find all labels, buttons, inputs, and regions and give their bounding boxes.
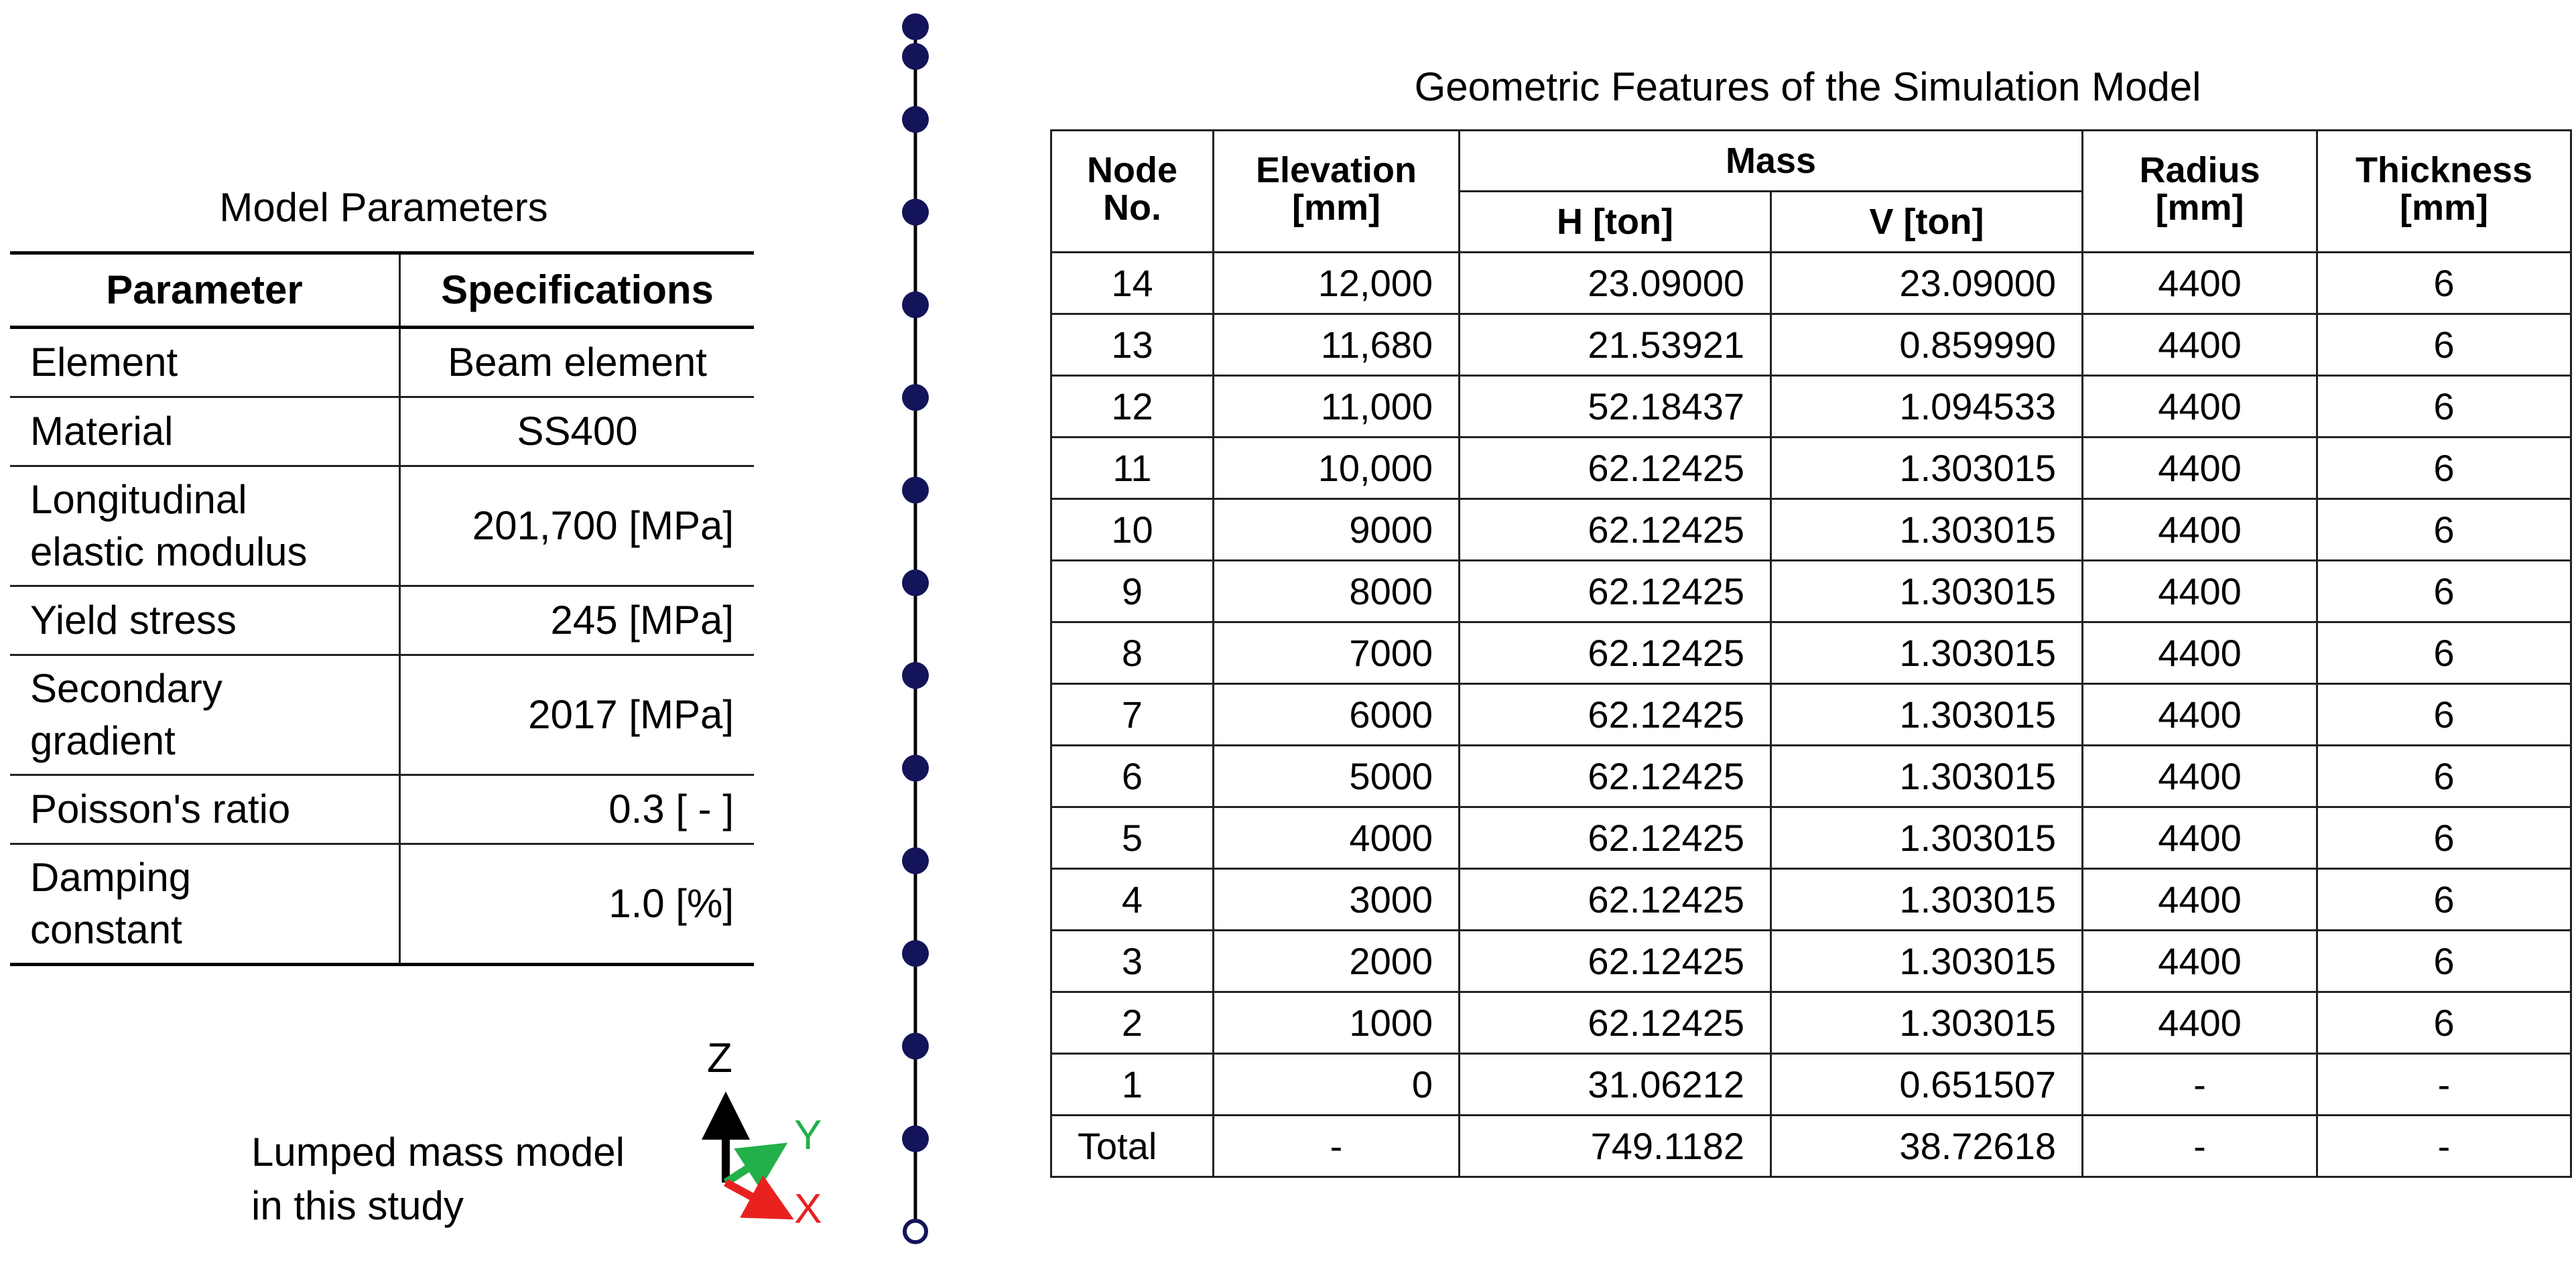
node-no-cell: 14 [1051, 253, 1214, 314]
x-axis-arrow [726, 1183, 773, 1208]
mass-v-header: V [ton] [1771, 192, 2083, 253]
parameter-value: 1.0 [%] [400, 844, 755, 965]
parameter-name-line: gradient [30, 718, 176, 763]
elevation-cell: 10,000 [1214, 438, 1460, 499]
elevation-cell: 8000 [1214, 561, 1460, 622]
mass-node [902, 291, 929, 318]
mass-v-cell: 1.303015 [1771, 869, 2083, 931]
table-row [1051, 499, 2571, 561]
elevation-cell: 11,000 [1214, 376, 1460, 438]
elevation-cell: 4000 [1214, 807, 1460, 869]
radius-cell: 4400 [2083, 622, 2317, 684]
geometric-features-body [1051, 253, 2571, 1177]
node-no-cell: 9 [1051, 561, 1214, 622]
node-no-cell: Total [1051, 1116, 1214, 1177]
thickness-cell: 6 [2317, 253, 2571, 314]
mass-v-cell: 1.303015 [1771, 499, 2083, 561]
mass-node [902, 940, 929, 967]
parameter-row [10, 844, 754, 965]
thickness-cell: 6 [2317, 746, 2571, 807]
node-no-cell: 8 [1051, 622, 1214, 684]
table-row [1051, 376, 2571, 438]
parameter-name-line: Yield stress [30, 598, 237, 643]
parameter-value: Beam element [400, 328, 755, 397]
lumped-mass-model-caption [251, 1126, 625, 1233]
table-row [1051, 931, 2571, 992]
table-row [1051, 684, 2571, 746]
mass-h-cell: 62.12425 [1460, 869, 1771, 931]
y-axis-arrow [726, 1156, 767, 1183]
mass-v-cell: 1.303015 [1771, 561, 2083, 622]
parameter-row [10, 655, 754, 775]
elevation-cell: - [1214, 1116, 1460, 1177]
table-row [1051, 992, 2571, 1054]
radius-cell: 4400 [2083, 314, 2317, 376]
geometric-features-title: Geometric Features of the Simulation Model [1414, 64, 2201, 109]
parameter-row [10, 775, 754, 844]
mass-v-cell: 1.303015 [1771, 438, 2083, 499]
thickness-cell: 6 [2317, 438, 2571, 499]
mass-v-cell: 1.303015 [1771, 746, 2083, 807]
mass-node [902, 106, 929, 133]
table-row [1051, 314, 2571, 376]
mass-h-cell: 62.12425 [1460, 931, 1771, 992]
thickness-header [2317, 131, 2571, 253]
mass-node [902, 1032, 929, 1059]
mass-node [902, 1126, 929, 1152]
mass-v-cell: 1.303015 [1771, 684, 2083, 746]
thickness-cell: 6 [2317, 684, 2571, 746]
radius-cell: 4400 [2083, 992, 2317, 1054]
radius-cell: 4400 [2083, 931, 2317, 992]
parameter-name [10, 844, 400, 965]
thickness-cell: - [2317, 1054, 2571, 1116]
parameter-name-line: elastic modulus [30, 529, 308, 574]
axis-triad [694, 1028, 848, 1246]
parameter-name [10, 328, 400, 397]
mass-h-cell: 62.12425 [1460, 499, 1771, 561]
mass-v-cell: 1.303015 [1771, 931, 2083, 992]
mass-v-cell: 1.303015 [1771, 807, 2083, 869]
radius-cell: 4400 [2083, 376, 2317, 438]
mass-h-cell: 62.12425 [1460, 684, 1771, 746]
elevation-cell: 7000 [1214, 622, 1460, 684]
table-row [1051, 807, 2571, 869]
mass-node [902, 477, 929, 504]
geometric-features-header-row-1 [1051, 131, 2571, 192]
mass-node [902, 569, 929, 596]
mass-h-header: H [ton] [1460, 192, 1771, 253]
table-row [1051, 746, 2571, 807]
lumped-mass-model-diagram [838, 0, 1005, 1275]
mass-node [902, 384, 929, 411]
thickness-header-line-2: [mm] [2400, 188, 2488, 228]
base-support-node [905, 1221, 926, 1242]
elevation-header-line-1: Elevation [1255, 150, 1417, 190]
thickness-cell: - [2317, 1116, 2571, 1177]
mass-v-cell: 0.859990 [1771, 314, 2083, 376]
mass-v-cell: 38.72618 [1771, 1116, 2083, 1177]
table-row [1051, 561, 2571, 622]
radius-cell: 4400 [2083, 499, 2317, 561]
parameter-name-line: constant [30, 907, 182, 952]
node-no-cell: 3 [1051, 931, 1214, 992]
parameter-name-line: Element [30, 340, 178, 385]
elevation-cell: 9000 [1214, 499, 1460, 561]
node-no-cell: 11 [1051, 438, 1214, 499]
mass-h-cell: 62.12425 [1460, 561, 1771, 622]
parameter-row [10, 466, 754, 586]
mass-h-cell: 62.12425 [1460, 438, 1771, 499]
node-no-cell: 5 [1051, 807, 1214, 869]
parameter-name [10, 586, 400, 655]
mass-v-cell: 23.09000 [1771, 253, 2083, 314]
node-no-header [1051, 131, 1214, 253]
parameter-value: 245 [MPa] [400, 586, 755, 655]
parameter-header: Parameter [10, 253, 400, 328]
radius-cell: - [2083, 1054, 2317, 1116]
parameter-name [10, 655, 400, 775]
thickness-cell: 6 [2317, 561, 2571, 622]
node-no-cell: 4 [1051, 869, 1214, 931]
parameter-row [10, 586, 754, 655]
thickness-cell: 6 [2317, 992, 2571, 1054]
specifications-header: Specifications [400, 253, 755, 328]
mass-h-cell: 21.53921 [1460, 314, 1771, 376]
node-no-cell: 12 [1051, 376, 1214, 438]
mass-node [902, 43, 929, 70]
parameter-name-line: Poisson's ratio [30, 787, 291, 831]
parameter-value: SS400 [400, 397, 755, 466]
model-parameters-table [10, 251, 754, 966]
parameter-name-line: Damping [30, 855, 192, 900]
table-row [1051, 438, 2571, 499]
parameter-value: 201,700 [MPa] [400, 466, 755, 586]
parameter-name [10, 775, 400, 844]
thickness-cell: 6 [2317, 931, 2571, 992]
parameter-name-line: Longitudinal [30, 477, 247, 522]
elevation-cell: 1000 [1214, 992, 1460, 1054]
elevation-cell: 3000 [1214, 869, 1460, 931]
thickness-header-line-1: Thickness [2355, 150, 2533, 190]
mass-node [902, 13, 929, 40]
thickness-cell: 6 [2317, 869, 2571, 931]
mass-node [902, 662, 929, 689]
mass-h-cell: 62.12425 [1460, 992, 1771, 1054]
elevation-header-line-2: [mm] [1292, 188, 1380, 228]
mass-header: Mass [1460, 131, 2083, 192]
mass-h-cell: 52.18437 [1460, 376, 1771, 438]
elevation-cell: 6000 [1214, 684, 1460, 746]
mass-h-cell: 62.12425 [1460, 807, 1771, 869]
radius-header-line-2: [mm] [2155, 188, 2244, 228]
elevation-cell: 0 [1214, 1054, 1460, 1116]
mass-v-cell: 1.303015 [1771, 622, 2083, 684]
radius-cell: 4400 [2083, 746, 2317, 807]
elevation-cell: 11,680 [1214, 314, 1460, 376]
geometric-features-table [1050, 129, 2572, 1178]
model-parameters-title: Model Parameters [219, 185, 548, 230]
elevation-cell: 12,000 [1214, 253, 1460, 314]
thickness-cell: 6 [2317, 314, 2571, 376]
thickness-cell: 6 [2317, 622, 2571, 684]
table-row [1051, 1054, 2571, 1116]
elevation-header [1214, 131, 1460, 253]
parameter-name [10, 466, 400, 586]
radius-cell: 4400 [2083, 807, 2317, 869]
parameter-value: 2017 [MPa] [400, 655, 755, 775]
elevation-cell: 5000 [1214, 746, 1460, 807]
radius-cell: - [2083, 1116, 2317, 1177]
radius-cell: 4400 [2083, 869, 2317, 931]
radius-cell: 4400 [2083, 438, 2317, 499]
elevation-cell: 2000 [1214, 931, 1460, 992]
mass-v-cell: 1.094533 [1771, 376, 2083, 438]
mass-node [902, 754, 929, 781]
radius-header [2083, 131, 2317, 253]
mass-v-cell: 1.303015 [1771, 992, 2083, 1054]
thickness-cell: 6 [2317, 807, 2571, 869]
model-parameters-header-row [10, 253, 754, 328]
mass-h-cell: 62.12425 [1460, 746, 1771, 807]
table-row [1051, 1116, 2571, 1177]
thickness-cell: 6 [2317, 376, 2571, 438]
parameter-name-line: Secondary [30, 666, 222, 711]
mass-h-cell: 23.09000 [1460, 253, 1771, 314]
mass-node [902, 199, 929, 226]
node-no-cell: 6 [1051, 746, 1214, 807]
radius-cell: 4400 [2083, 684, 2317, 746]
radius-cell: 4400 [2083, 561, 2317, 622]
node-no-header-line-2: No. [1103, 188, 1161, 228]
mass-h-cell: 31.06212 [1460, 1054, 1771, 1116]
table-row [1051, 869, 2571, 931]
node-no-header-line-1: Node [1087, 150, 1177, 190]
node-no-cell: 13 [1051, 314, 1214, 376]
mass-h-cell: 749.1182 [1460, 1116, 1771, 1177]
model-parameters-body [10, 328, 754, 965]
thickness-cell: 6 [2317, 499, 2571, 561]
radius-header-line-1: Radius [2139, 150, 2260, 190]
mass-v-cell: 0.651507 [1771, 1054, 2083, 1116]
mass-node [902, 848, 929, 874]
table-row [1051, 622, 2571, 684]
radius-cell: 4400 [2083, 253, 2317, 314]
caption-line-1: Lumped mass model [251, 1130, 625, 1175]
node-no-cell: 2 [1051, 992, 1214, 1054]
caption-line-2: in this study [251, 1183, 464, 1228]
parameter-name [10, 397, 400, 466]
parameter-value: 0.3 [ - ] [400, 775, 755, 844]
table-row [1051, 253, 2571, 314]
mass-h-cell: 62.12425 [1460, 622, 1771, 684]
z-axis-label: Z [707, 1035, 732, 1081]
node-no-cell: 10 [1051, 499, 1214, 561]
y-axis-label: Y [794, 1112, 822, 1158]
x-axis-label: X [794, 1186, 822, 1232]
node-no-cell: 1 [1051, 1054, 1214, 1116]
node-no-cell: 7 [1051, 684, 1214, 746]
parameter-row [10, 397, 754, 466]
parameter-name-line: Material [30, 409, 174, 454]
parameter-row [10, 328, 754, 397]
